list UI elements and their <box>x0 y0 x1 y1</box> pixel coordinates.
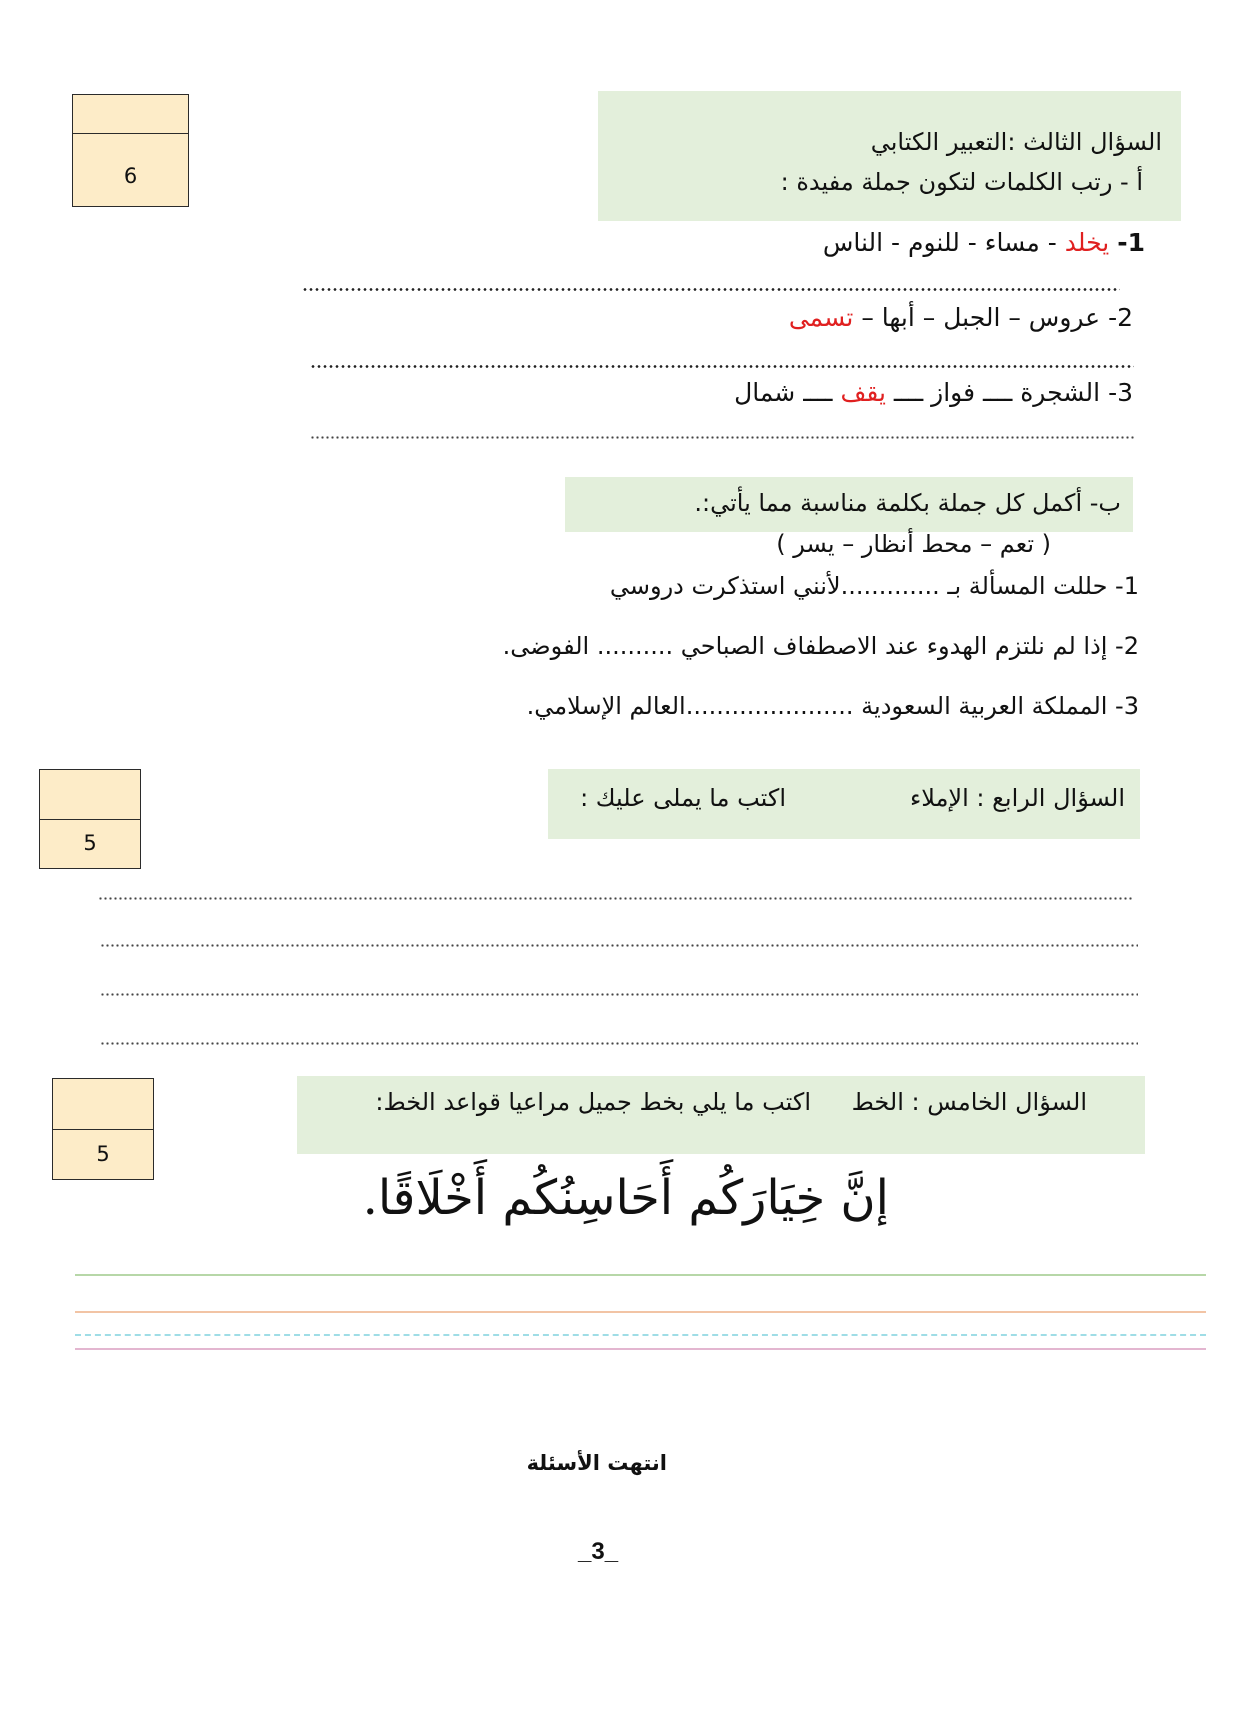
q5-title: السؤال الخامس : الخط <box>851 1088 1087 1116</box>
q3-item-3-answer-line[interactable] <box>310 436 1134 439</box>
q3-score-box <box>72 94 189 207</box>
q3-item-1-number: 1- <box>1117 228 1145 257</box>
guide-line-pink[interactable] <box>75 1348 1206 1350</box>
q3-item-2-number: 2- <box>1108 303 1133 332</box>
q4-instruction: اكتب ما يملى عليك : <box>580 784 786 812</box>
q3-item-3 <box>734 378 1133 407</box>
q4-dictation-line-4[interactable] <box>100 1042 1138 1045</box>
q3-item-3-red-word: يقف <box>840 378 886 407</box>
q4-score-blank[interactable] <box>40 770 140 820</box>
guide-line-blue-dashed[interactable] <box>75 1334 1206 1336</box>
q3-item-3-tail: ــــ شمال <box>734 378 833 407</box>
q3-title: السؤال الثالث :التعبير الكتابي <box>870 128 1162 156</box>
q5-score-box <box>52 1078 154 1180</box>
page-number: _3_ <box>578 1538 619 1565</box>
q3-title-banner <box>598 91 1181 221</box>
guide-line-orange[interactable] <box>75 1311 1206 1313</box>
q3-item-1-words: - مساء - للنوم - الناس <box>822 228 1057 257</box>
q3-completion-2: 2- إذا لم نلتزم الهدوء عند الاصطفاف الصباحي .......... الفوضى. <box>502 632 1139 660</box>
q5-calligraphy-sentence: إنَّ خِيَارَكُم أَحَاسِنُكُم أَخْلَاقًا. <box>362 1170 889 1226</box>
q3-item-2-red-word: تسمى <box>788 303 854 332</box>
q3-item-2-words: عروس – الجبل – أبها – <box>861 303 1101 332</box>
q4-dictation-line-3[interactable] <box>100 993 1138 996</box>
q3-item-1-answer-line[interactable] <box>302 288 1120 291</box>
q3-part-b-instruction: ب- أكمل كل جملة بكلمة مناسبة مما يأتي:. <box>694 489 1121 517</box>
q5-instruction: اكتب ما يلي بخط جميل مراعيا قواعد الخط: <box>375 1088 811 1116</box>
q5-score-value: 5 <box>96 1142 110 1166</box>
q3-part-a-instruction: أ - رتب الكلمات لتكون جملة مفيدة : <box>780 168 1143 196</box>
q4-dictation-line-1[interactable] <box>98 897 1133 900</box>
q3-completion-3: 3- المملكة العربية السعودية ......................العالم الإسلامي. <box>526 692 1139 720</box>
q3-item-1-red-word: يخلد <box>1064 228 1110 257</box>
q4-title: السؤال الرابع : الإملاء <box>909 784 1125 812</box>
end-of-questions: انتهت الأسئلة <box>526 1451 667 1475</box>
guide-line-green[interactable] <box>75 1274 1206 1276</box>
q3-item-3-number: 3- <box>1108 378 1133 407</box>
q3-completion-1: 1- حللت المسألة بـ .............لأنني استذكرت دروسي <box>609 572 1139 600</box>
q3-item-2 <box>789 303 1133 332</box>
q5-score-blank[interactable] <box>53 1079 153 1130</box>
q3-score-value: 6 <box>123 164 138 188</box>
q3-item-3-lead: الشجرة ــــ فواز ــــ <box>893 378 1101 407</box>
q4-score-value: 5 <box>83 831 97 855</box>
q3-score-blank[interactable] <box>73 95 188 134</box>
q3-item-2-answer-line[interactable] <box>310 365 1134 368</box>
q3-word-bank: ( تعم – محط أنظار – يسر ) <box>776 530 1051 558</box>
q4-score-box <box>39 769 141 869</box>
q4-dictation-line-2[interactable] <box>100 944 1138 947</box>
q3-item-1 <box>823 228 1145 257</box>
